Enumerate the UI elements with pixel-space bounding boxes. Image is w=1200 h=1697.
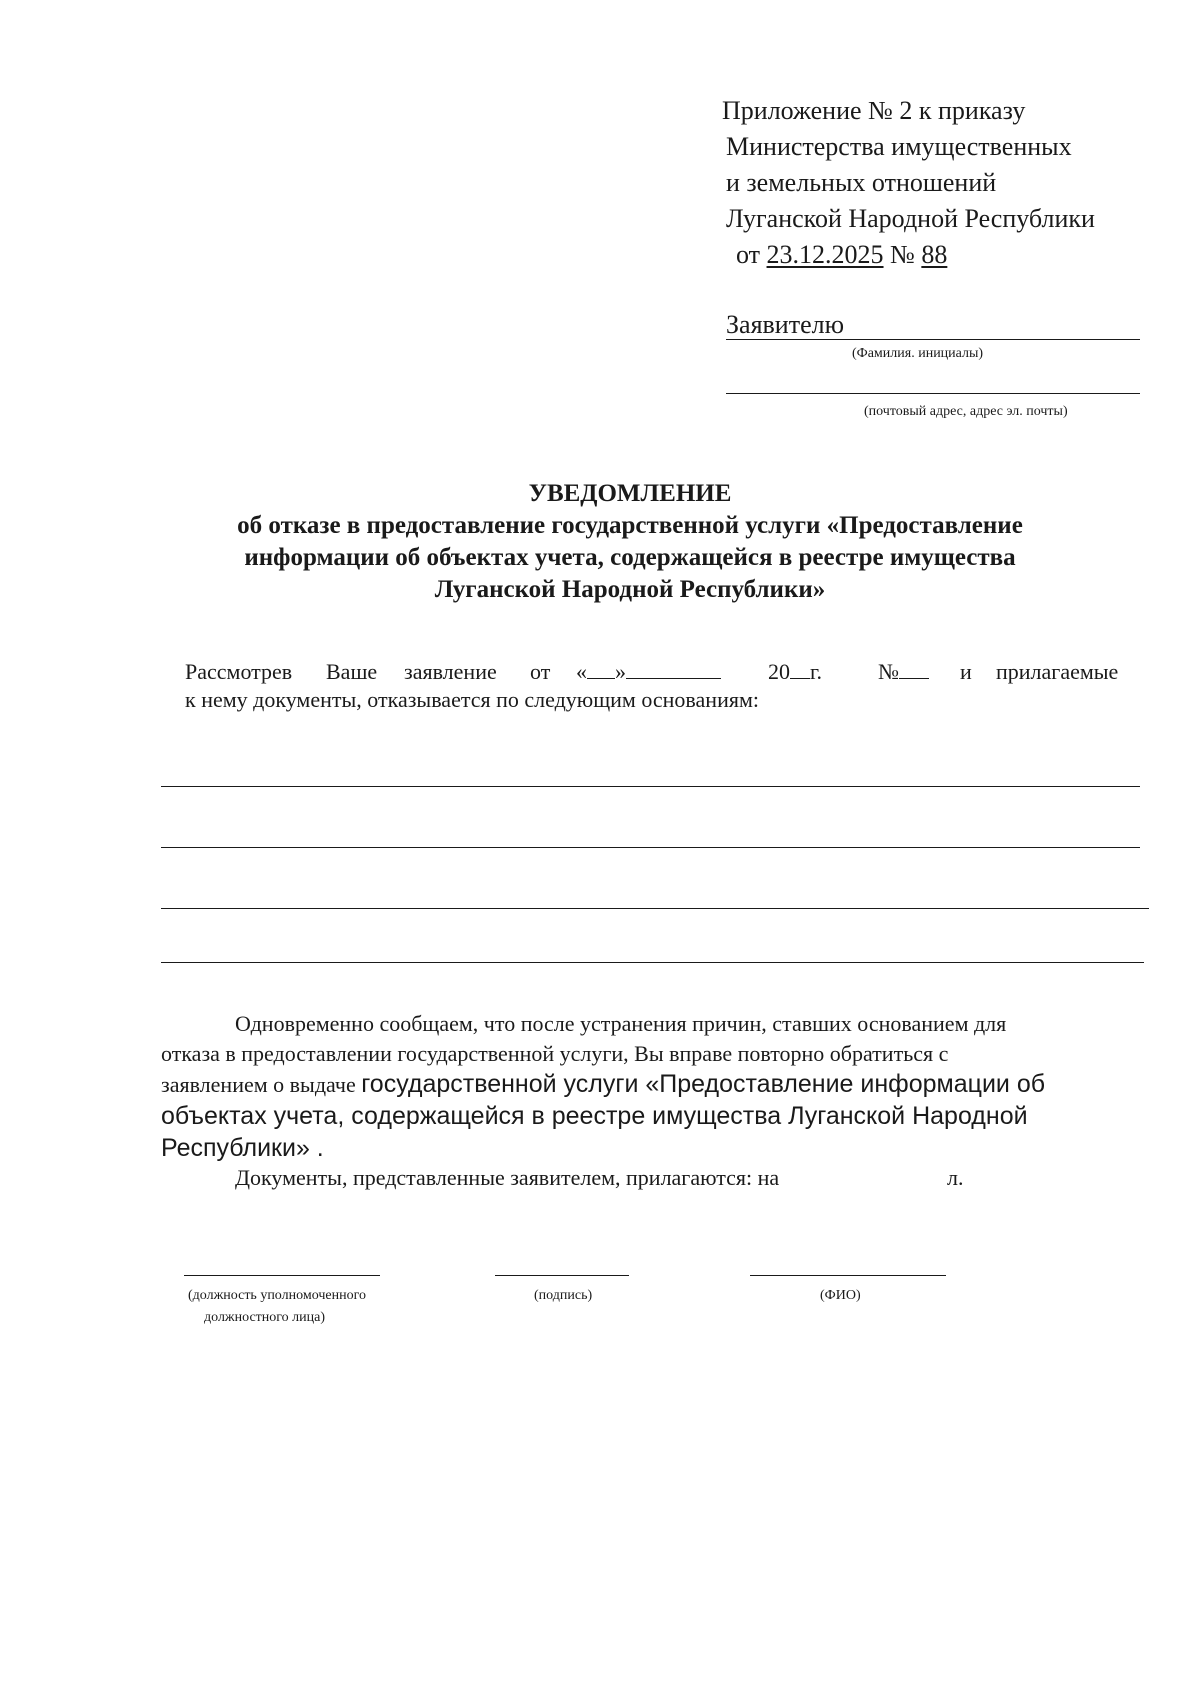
notice-line-3: [161, 1068, 1045, 1101]
number-prefix: №: [890, 240, 915, 269]
appendix-line-2: Министерства имущественных: [726, 132, 1072, 161]
reason-line-1[interactable]: [161, 786, 1140, 787]
number-blank[interactable]: [899, 658, 929, 679]
notice-line-5: Республики» .: [161, 1134, 324, 1162]
full-name-caption: (ФИО): [820, 1288, 861, 1303]
position-caption-2: должностного лица): [204, 1310, 326, 1325]
review-word-and: и: [960, 659, 972, 684]
recipient-name-field[interactable]: [726, 339, 1140, 340]
review-word-2: Ваше: [326, 659, 378, 684]
day-blank[interactable]: [587, 658, 615, 679]
title-line-1: об отказе в предоставление государственной услуги «Предоставление: [237, 512, 1023, 539]
review-word-3: заявление: [404, 659, 497, 684]
review-word-1: Рассмотрев: [185, 659, 293, 684]
recipient-address-caption: (почтовый адрес, адрес эл. почты): [864, 404, 1068, 419]
date-prefix: от: [736, 240, 761, 269]
signature-line[interactable]: [495, 1275, 629, 1276]
month-blank[interactable]: [626, 658, 721, 679]
notice-line-1: Одновременно сообщаем, что после устранения причин, ставших основанием для: [235, 1011, 1007, 1036]
notice-line-4: объектах учета, содержащейся в реестре имущества Луганской Народной: [161, 1102, 1028, 1130]
application-number-field[interactable]: [878, 656, 929, 688]
quote-open: «: [576, 659, 587, 684]
title-line-2: информации об объектах учета, содержащейся в реестре имущества: [244, 544, 1016, 571]
reason-line-2[interactable]: [161, 847, 1140, 848]
recipient-label: Заявителю: [726, 310, 845, 339]
order-number: 88: [921, 240, 948, 269]
order-date: 23.12.2025: [766, 240, 884, 269]
appendix-line-4: Луганской Народной Республики: [726, 204, 1095, 233]
appendix-line-1: Приложение № 2 к приказу: [722, 96, 1026, 125]
quote-close: »: [615, 659, 626, 684]
appendix-line-3: и земельных отношений: [726, 168, 997, 197]
year-blank[interactable]: [790, 658, 810, 679]
documents-text: Документы, представленные заявителем, прилагаются: на: [235, 1165, 780, 1190]
review-line-2: к нему документы, отказывается по следующим основаниям:: [185, 687, 759, 712]
notice-line-2: отказа в предоставлении государственной услуги, Вы вправе повторно обратиться с: [161, 1041, 949, 1066]
position-caption-1: (должность уполномоченного: [188, 1288, 366, 1303]
documents-unit: л.: [947, 1165, 964, 1190]
year-suffix: г.: [810, 659, 823, 684]
recipient-name-caption: (Фамилия. инициалы): [852, 346, 984, 361]
application-year-field[interactable]: [768, 656, 822, 688]
notice-line-3-sans: государственной услуги «Предоставление информации об: [361, 1070, 1046, 1098]
review-word-4: от: [530, 659, 551, 684]
signature-caption: (подпись): [534, 1288, 593, 1303]
recipient-address-field[interactable]: [726, 393, 1140, 394]
position-signature-line[interactable]: [184, 1275, 380, 1276]
full-name-line[interactable]: [750, 1275, 946, 1276]
year-prefix: 20: [768, 659, 790, 684]
notice-line-3-serif: заявлением о выдаче: [161, 1072, 362, 1097]
review-word-attached: прилагаемые: [996, 659, 1119, 684]
number-sign: №: [878, 659, 899, 684]
appendix-date-line: [736, 238, 947, 272]
notice-heading: УВЕДОМЛЕНИЕ: [528, 480, 732, 507]
title-line-3: Луганской Народной Республики»: [434, 576, 826, 603]
reason-line-3[interactable]: [161, 908, 1149, 909]
reason-line-4[interactable]: [161, 962, 1144, 963]
